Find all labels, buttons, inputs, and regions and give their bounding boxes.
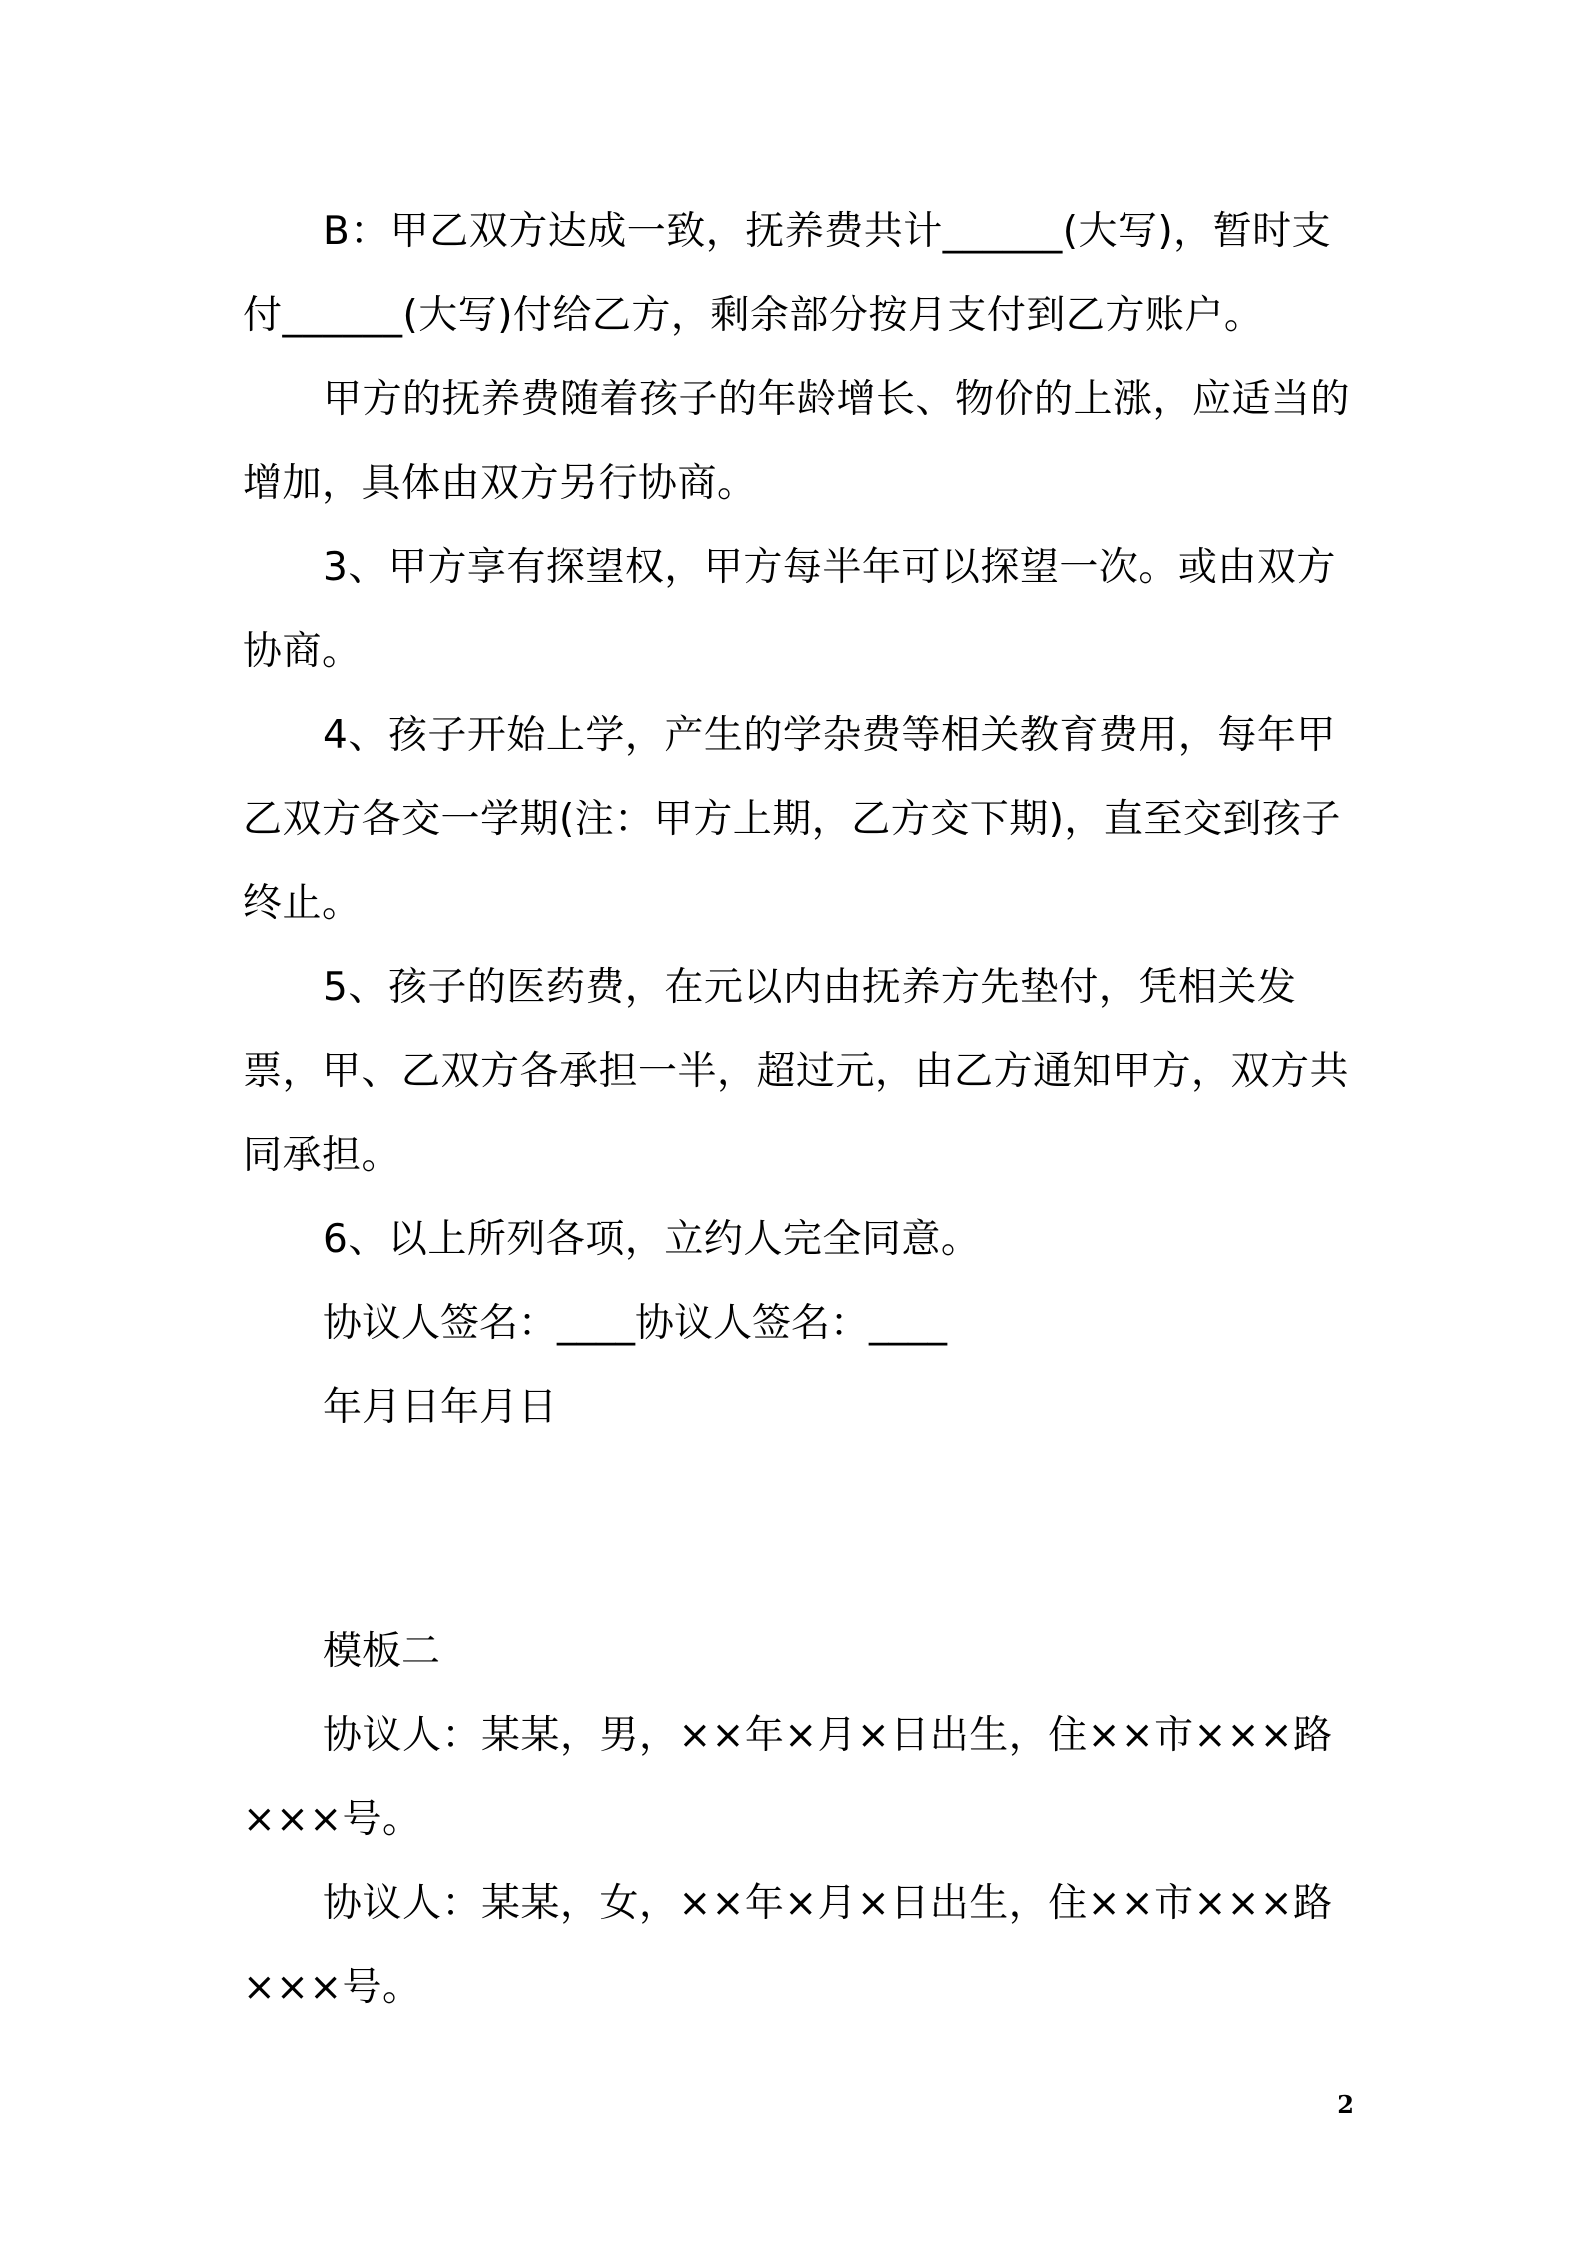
section-spacer [243,1450,1355,1610]
paragraph-support-increase: 甲方的抚养费随着孩子的年龄增长、物价的上涨，应适当的增加，具体由双方另行协商。 [243,377,1351,506]
date-line: 年月日年月日 [323,1385,558,1430]
template-heading: 模板二 [323,1629,441,1674]
paragraph-education-fees: 4、孩子开始上学，产生的学杂费等相关教育费用，每年甲乙双方各交一学期(注：甲方上期，乙方交下期)，直至交到孩子终止。 [243,713,1341,926]
party-2-info: 协议人：某某，女，××年×月×日出生，住××市×××路×××号。 [243,1881,1333,2010]
party-1-info: 协议人：某某，男，××年×月×日出生，住××市×××路×××号。 [243,1713,1333,1842]
signature-line: 协议人签名：____协议人签名：____ [323,1301,948,1346]
paragraph-medical-fees: 5、孩子的医药费，在元以内由抚养方先垫付，凭相关发票，甲、乙双方各承担一半，超过元，由乙方通知甲方，双方共同承担。 [243,965,1350,1178]
page-number: 2 [1337,2090,1354,2119]
paragraph-payment-terms: B：甲乙双方达成一致，抚养费共计______(大写)，暂时支付______(大写)付给乙方，剩余部分按月支付到乙方账户。 [243,209,1332,338]
paragraph-visitation-rights: 3、甲方享有探望权，甲方每半年可以探望一次。或由双方协商。 [243,545,1336,674]
paragraph-agreement-consent: 6、以上所列各项，立约人完全同意。 [323,1217,981,1262]
document-body [243,190,1355,2030]
